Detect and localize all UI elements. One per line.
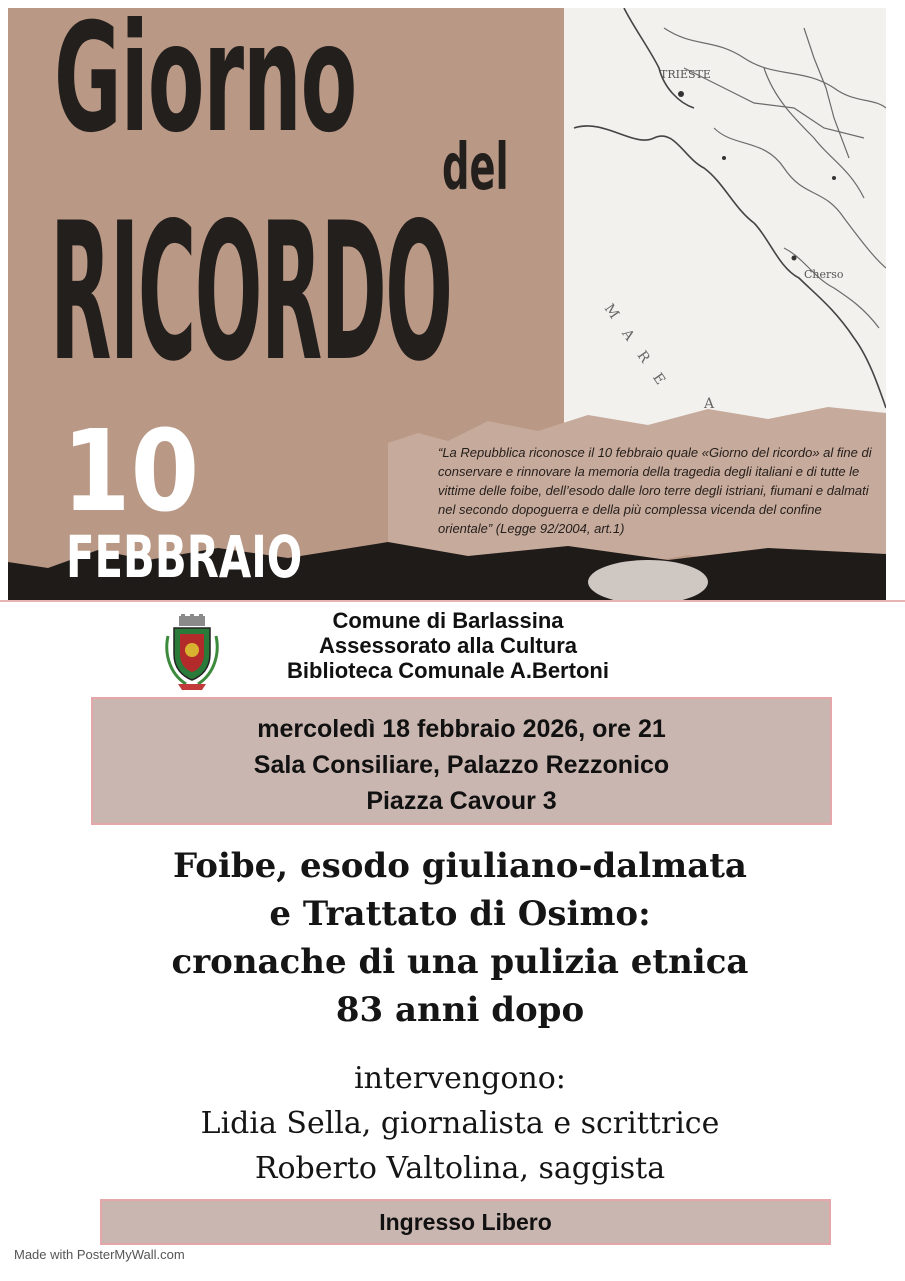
poster-header — [8, 8, 886, 600]
date-day: 10 — [62, 407, 200, 537]
speaker-item: Lidia Sella, giornalista e scrittrice — [200, 1106, 720, 1141]
talk-title-line: cronache di una pulizia etnica — [171, 942, 749, 982]
free-entry-banner: Ingresso Libero — [100, 1199, 831, 1245]
event-venue: Sala Consiliare, Palazzo Rezzonico — [253, 751, 670, 779]
speakers-intro: intervengono: — [354, 1061, 566, 1096]
title-del: del — [442, 131, 509, 205]
map-label: TRIESTE — [660, 68, 711, 81]
speakers-block — [100, 1056, 820, 1191]
event-datetime: mercoledì 18 febbraio 2026, ore 21 — [257, 715, 666, 743]
map-label: Cherso — [804, 268, 844, 281]
title-giorno: Giorno — [54, 8, 357, 166]
talk-title-line: 83 anni dopo — [335, 990, 585, 1030]
talk-title-line: Foibe, esodo giuliano-dalmata — [173, 846, 747, 886]
organizer-block — [228, 608, 668, 683]
event-address: Piazza Cavour 3 — [366, 787, 557, 815]
map-label: A — [704, 396, 721, 412]
map-illustration — [564, 8, 886, 428]
title-ricordo: RICORDO — [50, 182, 452, 403]
event-info-box — [91, 697, 832, 825]
organizer-library: Biblioteca Comunale A.Bertoni — [287, 658, 609, 683]
talk-title — [100, 842, 820, 1034]
organizer-municipality: Comune di Barlassina — [332, 608, 564, 633]
map-label: M A R E — [600, 301, 672, 393]
coat-of-arms-icon — [162, 614, 222, 692]
speaker-item: Roberto Valtolina, saggista — [254, 1151, 666, 1186]
law-quote: “La Repubblica riconosce il 10 febbraio quale «Giorno del ricordo» al fine di conservare e rinnovare la memoria della tragedia degli italiani e di tutte le vittime delle foibe, dell’esodo dalle loro terre degli istriani, fiumani e dalmati nel secondo dopoguerra e della più complessa vicenda del confine orientale” (Legge 92/2004, art.1) — [438, 445, 872, 536]
organizer-department: Assessorato alla Cultura — [319, 633, 577, 658]
date-month: FEBBRAIO — [66, 523, 303, 591]
divider — [0, 600, 905, 602]
talk-title-line: e Trattato di Osimo: — [269, 894, 651, 934]
credit-text: Made with PosterMyWall.com — [14, 1247, 185, 1262]
